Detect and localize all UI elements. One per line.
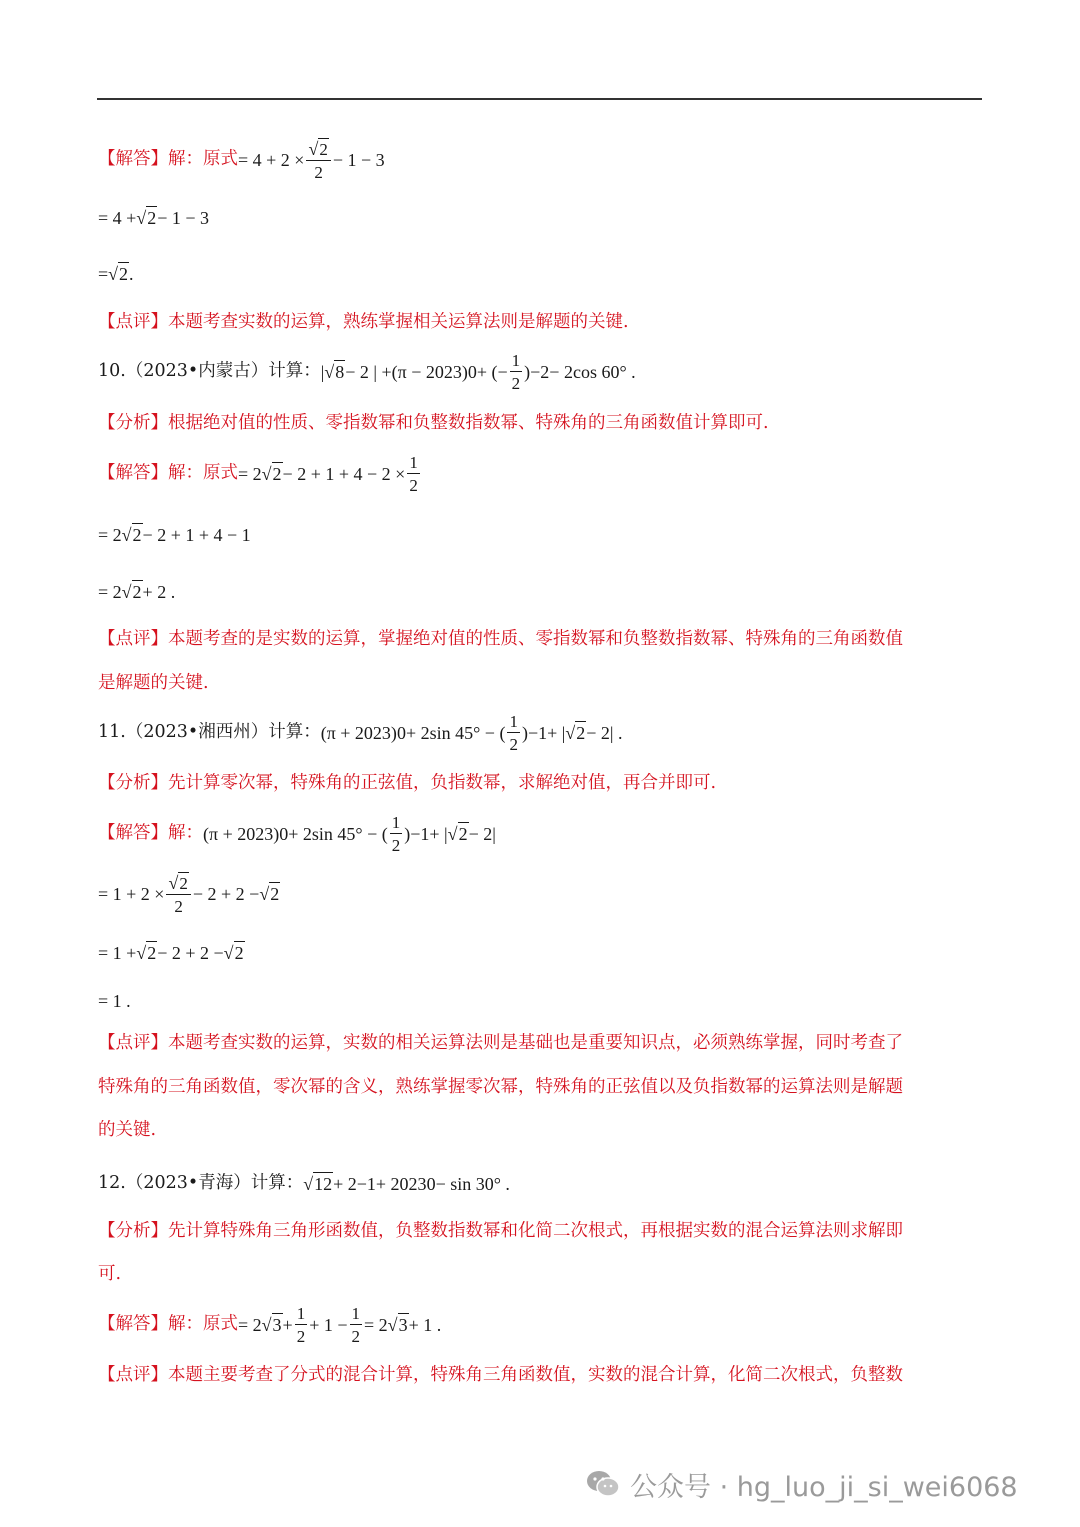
answer-tag: 【解答】 bbox=[98, 823, 168, 844]
math-expr: − 2 + 2 − bbox=[157, 943, 224, 963]
answer-intro: 解：原式 bbox=[168, 1314, 238, 1335]
radicand: 2 bbox=[234, 943, 244, 963]
exponent: 0 bbox=[426, 1174, 436, 1194]
question-12: 12.（2023•青海）计算： √12 + 2 −1 + 2023 0 − sin 30° . bbox=[98, 1173, 510, 1194]
question-number: 12.（2023•青海）计算： bbox=[98, 1173, 304, 1194]
analysis-tag: 【分析】 bbox=[98, 773, 168, 794]
math-expr: − 2| bbox=[468, 824, 496, 844]
radicand: 2 bbox=[272, 464, 282, 484]
math-expr: (π + 2023) bbox=[203, 824, 280, 844]
radicand: 2 bbox=[270, 884, 280, 904]
exponent: −1 bbox=[410, 824, 430, 844]
answer-line bbox=[98, 979, 984, 1023]
watermark bbox=[586, 1462, 1018, 1506]
answer-intro: 解： bbox=[168, 823, 203, 844]
question-10: 10.（2023•内蒙古）计算： | √8 − 2 | +(π − 2023) 0 + (− $\frac{1}{2}$ ) −2 − 2cos 60° . bbox=[98, 351, 636, 393]
answer-line-3: = √2 . bbox=[98, 264, 134, 284]
radicand: 3 bbox=[398, 1315, 408, 1335]
math-expr: − 2 + 1 + 4 − 2 × bbox=[282, 464, 406, 484]
comment-line bbox=[98, 662, 984, 706]
comment-tag: 【点评】 bbox=[98, 312, 168, 333]
comment-line bbox=[98, 1022, 984, 1066]
exponent: 0 bbox=[279, 824, 289, 844]
analysis-line bbox=[98, 762, 984, 806]
math-expr: = 2 bbox=[98, 582, 122, 602]
radicand: 3 bbox=[272, 1315, 282, 1335]
radicand: 12 bbox=[314, 1174, 333, 1194]
math-expr: = bbox=[98, 264, 109, 284]
comment-text: 特殊角的三角函数值，零次幂的含义，熟练掌握零次幂，特殊角的正弦值以及负指数幂的运算法则是解题 bbox=[98, 1077, 903, 1098]
analysis-text: 根据绝对值的性质、零指数幂和负整数指数幂、特殊角的三角函数值计算即可. bbox=[168, 413, 769, 434]
analysis-text: 先计算特殊角三角形函数值，负整数指数幂和化简二次根式，再根据实数的混合运算法则求解即 bbox=[168, 1221, 903, 1242]
math-expr: + 2 bbox=[333, 1174, 357, 1194]
fraction: $\frac{1}{2}$ bbox=[509, 712, 518, 754]
math-expr: ) bbox=[524, 362, 531, 382]
answer-intro: 解：原式 bbox=[168, 463, 238, 484]
math-expr: = 1 + 2 × bbox=[98, 884, 165, 904]
math-expr: − 2 + 2 − bbox=[192, 884, 260, 904]
math-expr: − 1 − 3 bbox=[332, 150, 385, 170]
radicand: 2 bbox=[179, 873, 188, 893]
answer-line: = 2 √2 + 2 . bbox=[98, 582, 176, 602]
comment-text: 本题主要考查了分式的混合计算，特殊角三角函数值，实数的混合计算，化简二次根式，负整数 bbox=[168, 1365, 903, 1386]
comment-line bbox=[98, 301, 984, 345]
radicand: 2 bbox=[147, 208, 157, 228]
math-expr: − sin 30° . bbox=[435, 1174, 510, 1194]
comment-text: 本题考查实数的运算，实数的相关运算法则是基础也是重要知识点，必须熟练掌握，同时考查了 bbox=[168, 1033, 903, 1054]
analysis-line bbox=[98, 1210, 984, 1254]
answer-line: = 1 + 2 × $\frac{√2}{2}$ − 2 + 2 − √2 bbox=[98, 872, 280, 916]
answer-line: 【解答】 解： (π + 2023) 0 + 2sin 45° − ( $\frac{1}{2}$ ) −1 + | √2 − 2| bbox=[98, 813, 496, 855]
answer-line-1 bbox=[98, 138, 984, 182]
exponent: −2 bbox=[530, 362, 550, 382]
fraction: $\frac{√2}{2}$ bbox=[306, 140, 330, 181]
comment-line bbox=[98, 1354, 984, 1398]
wechat-icon bbox=[586, 1469, 620, 1499]
math-expr: = 2 bbox=[364, 1315, 388, 1335]
math-expr: . bbox=[129, 264, 134, 284]
comment-line bbox=[98, 1109, 984, 1153]
comment-text: 是解题的关键. bbox=[98, 673, 209, 694]
math-expr: = 2 bbox=[238, 1315, 262, 1335]
header-rule bbox=[97, 98, 982, 100]
math-expr: (π + 2023) bbox=[320, 723, 397, 743]
math-expr: + (− bbox=[476, 362, 508, 382]
analysis-line bbox=[98, 402, 984, 446]
math-expr: + 2023 bbox=[375, 1174, 427, 1194]
math-expr: = 4 + bbox=[98, 208, 137, 228]
math-expr: + 1 − bbox=[309, 1315, 348, 1335]
comment-text: 本题考查实数的运算，熟练掌握相关运算法则是解题的关键. bbox=[168, 312, 629, 333]
math-expr: = 4 + 2 × bbox=[238, 150, 305, 170]
math-expr: ) bbox=[404, 824, 411, 844]
answer-line: 【解答】 解：原式 = 2 √3 + $\frac{1}{2}$ + 1 − $\frac{1}{2}$ = 2 √3 + 1 . bbox=[98, 1304, 442, 1346]
question-number: 10.（2023•内蒙古）计算： bbox=[98, 361, 321, 382]
exponent: −1 bbox=[356, 1174, 376, 1194]
comment-text: 的关键. bbox=[98, 1120, 157, 1141]
fraction: $\frac{1}{2}$ bbox=[391, 813, 401, 855]
fraction: $\frac{√2}{2}$ bbox=[166, 874, 190, 915]
math-expr: + 2 . bbox=[142, 582, 176, 602]
math-expr: − 1 − 3 bbox=[157, 208, 210, 228]
radicand: 8 bbox=[335, 362, 345, 382]
math-expr: = 1 + bbox=[98, 943, 137, 963]
math-expr: = 2 bbox=[98, 525, 122, 545]
radicand: 2 bbox=[576, 723, 586, 743]
answer-tag: 【解答】 bbox=[98, 1314, 168, 1335]
radicand: 2 bbox=[132, 582, 142, 602]
math-expr: − 2 + 1 + 4 − 1 bbox=[142, 525, 251, 545]
radicand: 2 bbox=[319, 139, 328, 159]
answer-line: 【解答】 解：原式 = 2 √2 − 2 + 1 + 4 − 2 × $\frac{1}{2}$ bbox=[98, 453, 418, 495]
radicand: 2 bbox=[119, 264, 129, 284]
comment-tag: 【点评】 bbox=[98, 629, 168, 650]
math-expr: + 2sin 45° − ( bbox=[405, 723, 506, 743]
math-expr: = 2 bbox=[238, 464, 262, 484]
exponent: −1 bbox=[527, 723, 548, 743]
watermark-text: 公众号 · hg_luo_ji_si_wei6068 bbox=[630, 1471, 1018, 1503]
analysis-line bbox=[98, 1253, 984, 1297]
answer-line: = 1 + √2 − 2 + 2 − √2 bbox=[98, 943, 244, 963]
comment-tag: 【点评】 bbox=[98, 1033, 168, 1054]
fraction: $\frac{1}{2}$ bbox=[511, 351, 521, 393]
comment-text: 本题考查的是实数的运算，掌握绝对值的性质、零指数幂和负整数指数幂、特殊角的三角函数值 bbox=[168, 629, 903, 650]
analysis-text: 可. bbox=[98, 1264, 122, 1285]
math-expr: − 2| . bbox=[586, 723, 623, 743]
answer-tag: 【解答】 bbox=[98, 149, 168, 170]
math-expr: + | bbox=[547, 723, 566, 743]
math-expr: ) bbox=[521, 723, 528, 743]
fraction: $\frac{1}{2}$ bbox=[296, 1304, 306, 1346]
analysis-text: 先计算零次幂，特殊角的正弦值，负指数幂，求解绝对值，再合并即可. bbox=[168, 773, 717, 794]
math-expr: − 2 | +(π − 2023) bbox=[345, 362, 468, 382]
analysis-tag: 【分析】 bbox=[98, 413, 168, 434]
exponent: 0 bbox=[396, 723, 406, 743]
fraction: $\frac{1}{2}$ bbox=[409, 453, 418, 495]
question-number: 11.（2023•湘西州）计算： bbox=[98, 722, 321, 743]
radicand: 2 bbox=[147, 943, 157, 963]
fraction: $\frac{1}{2}$ bbox=[351, 1304, 361, 1346]
comment-line bbox=[98, 618, 984, 662]
analysis-tag: 【分析】 bbox=[98, 1221, 168, 1242]
radicand: 2 bbox=[132, 525, 142, 545]
math-expr: + | bbox=[429, 824, 448, 844]
question-11: 11.（2023•湘西州）计算： (π + 2023) 0 + 2sin 45° − ( $\frac{1}{2}$ ) −1 + | √2 − 2| . bbox=[98, 712, 623, 754]
math-expr: | bbox=[320, 362, 325, 382]
math-expr: + bbox=[282, 1315, 293, 1335]
math-expr: − 2cos 60° . bbox=[549, 362, 636, 382]
exponent: 0 bbox=[467, 362, 477, 382]
answer-line: = 2 √2 − 2 + 1 + 4 − 1 bbox=[98, 525, 251, 545]
answer-tag: 【解答】 bbox=[98, 463, 168, 484]
math-expr: = 1 . bbox=[98, 991, 131, 1011]
answer-intro: 解：原式 bbox=[168, 149, 238, 170]
math-expr: + 2sin 45° − ( bbox=[288, 824, 388, 844]
math-expr: + 1 . bbox=[408, 1315, 442, 1335]
comment-line bbox=[98, 1066, 984, 1110]
comment-tag: 【点评】 bbox=[98, 1365, 168, 1386]
radicand: 2 bbox=[458, 824, 468, 844]
answer-line-2: = 4 + √2 − 1 − 3 bbox=[98, 208, 210, 228]
